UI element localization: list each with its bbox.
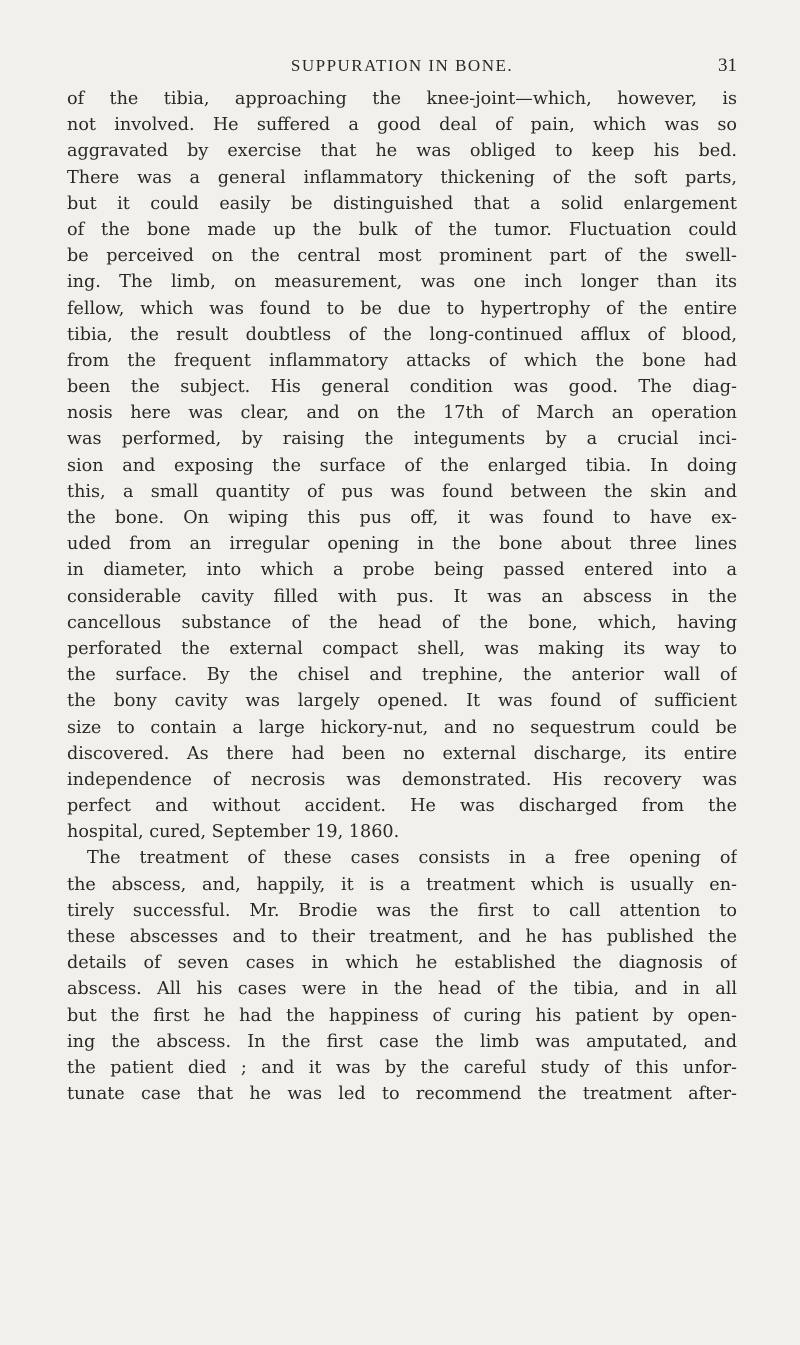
text-line: considerable cavity filled with pus. It was an abscess in the: [67, 586, 737, 607]
text-line: tibia, the result doubtless of the long-continued afflux of blood,: [67, 324, 737, 345]
text-line: the bone. On wiping this pus off, it was found to have ex-: [67, 508, 737, 528]
text-line: been the subject. His general condition was good. The diag-: [67, 377, 737, 398]
text-line: in diameter, into which a probe being passed entered into a: [67, 560, 737, 581]
text-line: independence of necrosis was demonstrated. His recovery was: [67, 769, 737, 790]
text-line: was performed, by raising the integuments by a crucial inci-: [67, 429, 737, 450]
running-title: SUPPURATION IN BONE.: [290, 56, 514, 75]
text-line: not involved. He suffered a good deal of pain, which was so: [67, 115, 737, 136]
text-line: the abscess, and, happily, it is a treatment which is usually en-: [67, 874, 737, 895]
text-line: perforated the external compact shell, was making its way to: [67, 638, 737, 659]
text-line: cancellous substance of the head of the bone, which, having: [67, 612, 737, 633]
text-line: the surface. By the chisel and trephine, the anterior wall of: [67, 665, 737, 686]
text-line: hospital, cured, September 19, 1860.: [67, 822, 400, 843]
text-line: fellow, which was found to be due to hypertrophy of the entire: [67, 298, 737, 319]
text-line: but it could easily be distinguished that a solid enlargement: [67, 193, 737, 214]
text-line: of the bone made up the bulk of the tumor. Fluctuation could: [67, 219, 737, 240]
text-line: ing the abscess. In the first case the limb was amputated, and: [67, 1031, 737, 1052]
text-line: this, a small quantity of pus was found between the skin and: [67, 481, 737, 502]
text-line: of the tibia, approaching the knee-joint—which, however, is: [67, 89, 737, 109]
text-line: tunate case that he was led to recommend the treatment after-: [67, 1084, 737, 1105]
text-line: be perceived on the central most prominent part of the swell-: [67, 246, 737, 267]
text-line: from the frequent inflammatory attacks of which the bone had: [67, 350, 737, 371]
text-line: aggravated by exercise that he was obliged to keep his bed.: [67, 141, 737, 162]
text-line: but the first he had the happiness of curing his patient by open-: [67, 1005, 737, 1026]
text-line: ing. The limb, on measurement, was one inch longer than its: [67, 272, 737, 293]
text-line: size to contain a large hickory-nut, and no sequestrum could be: [67, 717, 737, 738]
page-number: 31: [718, 55, 737, 76]
running-head: [67, 52, 737, 80]
text-line: perfect and without accident. He was discharged from the: [67, 796, 737, 817]
body-text: [67, 86, 737, 1107]
text-line: sion and exposing the surface of the enlarged tibia. In doing: [67, 455, 737, 476]
text-line: abscess. All his cases were in the head of the tibia, and in all: [67, 979, 737, 1000]
text-line: tirely successful. Mr. Brodie was the first to call attention to: [67, 900, 737, 921]
text-line: the patient died ; and it was by the careful study of this unfor-: [67, 1057, 737, 1078]
text-line: details of seven cases in which he established the diagnosis of: [67, 953, 737, 974]
text-line: nosis here was clear, and on the 17th of March an operation: [67, 403, 737, 424]
text-line: discovered. As there had been no external discharge, its entire: [67, 743, 737, 764]
text-line: The treatment of these cases consists in a free opening of: [87, 848, 737, 869]
text-line: the bony cavity was largely opened. It was found of sufficient: [67, 691, 737, 712]
text-line: uded from an irregular opening in the bone about three lines: [67, 534, 737, 555]
text-line: There was a general inflammatory thickening of the soft parts,: [67, 167, 737, 188]
text-line: these abscesses and to their treatment, and he has published the: [67, 927, 737, 947]
